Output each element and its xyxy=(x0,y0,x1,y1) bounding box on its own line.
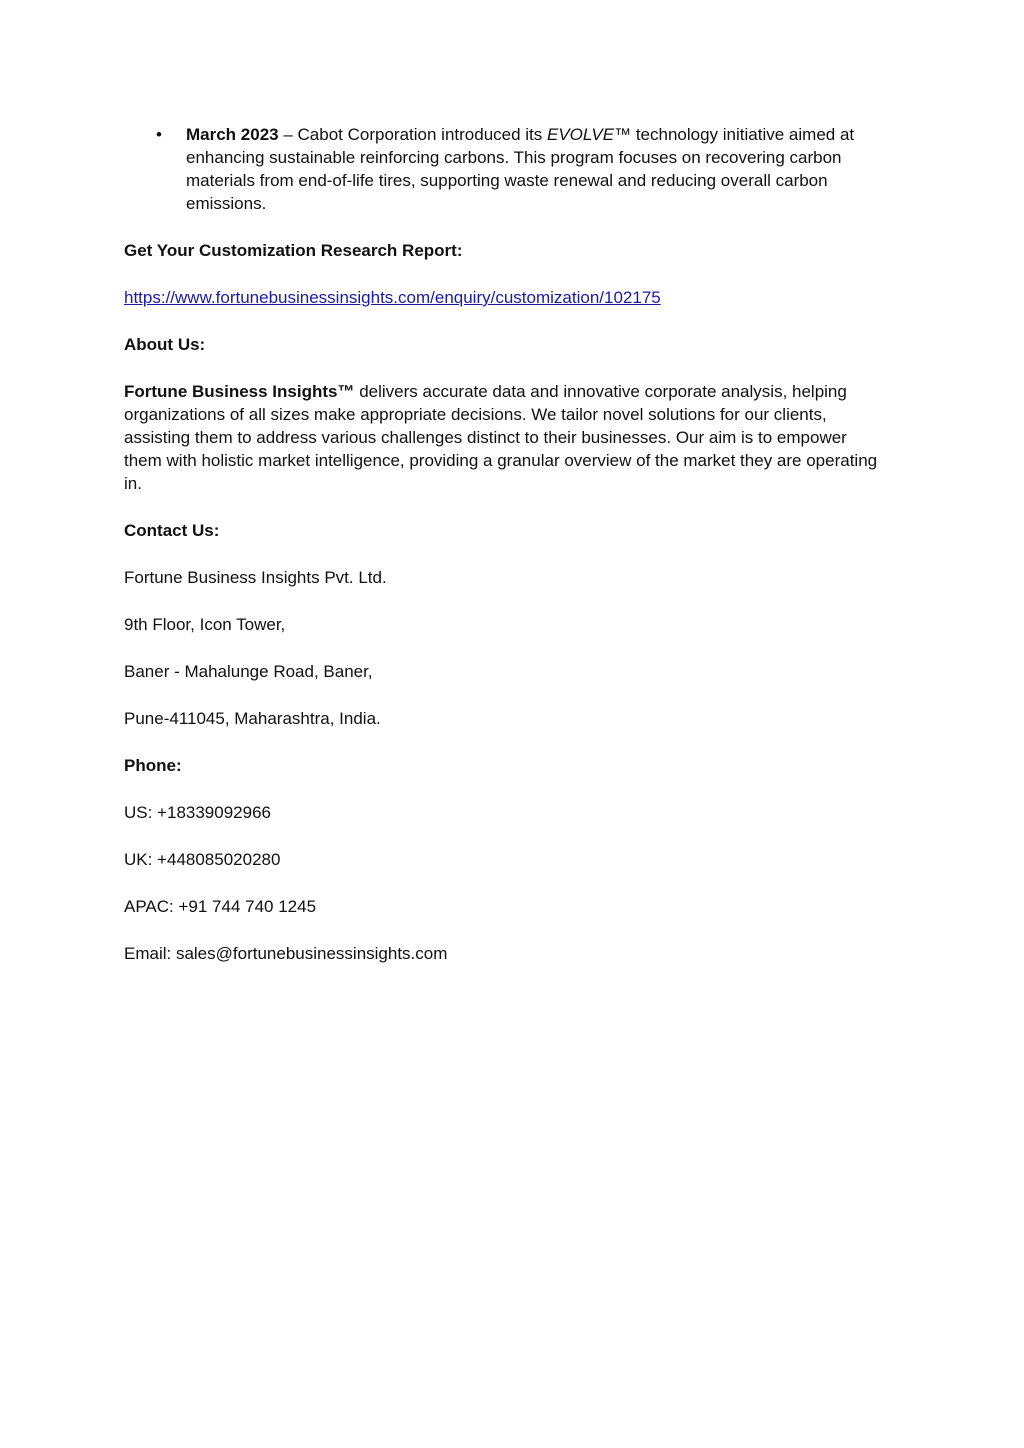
bullet-date: March 2023 xyxy=(186,125,279,144)
bullet-marker: • xyxy=(156,125,162,144)
about-heading: About Us: xyxy=(124,335,206,354)
phone-uk: UK: +448085020280 xyxy=(124,850,281,869)
phone-apac: APAC: +91 744 740 1245 xyxy=(124,897,317,916)
about-company-name: Fortune Business Insights™ xyxy=(124,382,355,401)
about-body-text: delivers accurate data and innovative corporate analysis, helping organizations of all sizes make appropriate decisions. We tailor novel solutions for our clients, assisting them to address various challenges distinct to their businesses. Our aim is to empower them with holistic market intelligence, providing a granular overview of the market they are operating in. xyxy=(124,382,878,493)
address-line-company: Fortune Business Insights Pvt. Ltd. xyxy=(124,568,387,587)
customization-heading: Get Your Customization Research Report: xyxy=(124,241,463,260)
phone-heading: Phone: xyxy=(124,756,182,775)
customization-link-row xyxy=(124,286,884,309)
bullet-brand-name: EVOLVE™ xyxy=(547,125,632,144)
address-line-floor: 9th Floor, Icon Tower, xyxy=(124,615,286,634)
about-paragraph xyxy=(124,380,884,495)
phone-us: US: +18339092966 xyxy=(124,803,271,822)
address-line-city: Pune-411045, Maharashtra, India. xyxy=(124,709,381,728)
customization-link[interactable]: https://www.fortunebusinessinsights.com/enquiry/customization/102175 xyxy=(124,288,661,307)
contact-heading: Contact Us: xyxy=(124,521,220,540)
email-line: Email: sales@fortunebusinessinsights.com xyxy=(124,944,448,963)
bullet-text-lead: – Cabot Corporation introduced its xyxy=(278,125,547,144)
document-content xyxy=(124,123,884,965)
news-bullet-item xyxy=(124,123,884,215)
address-line-road: Baner - Mahalunge Road, Baner, xyxy=(124,662,373,681)
bullet-text-rest: technology initiative aimed at enhancing sustainable reinforcing carbons. This program focuses on recovering carbon materials from end-of-life tires, supporting waste renewal and reducing overall carbon emissions. xyxy=(186,125,855,213)
